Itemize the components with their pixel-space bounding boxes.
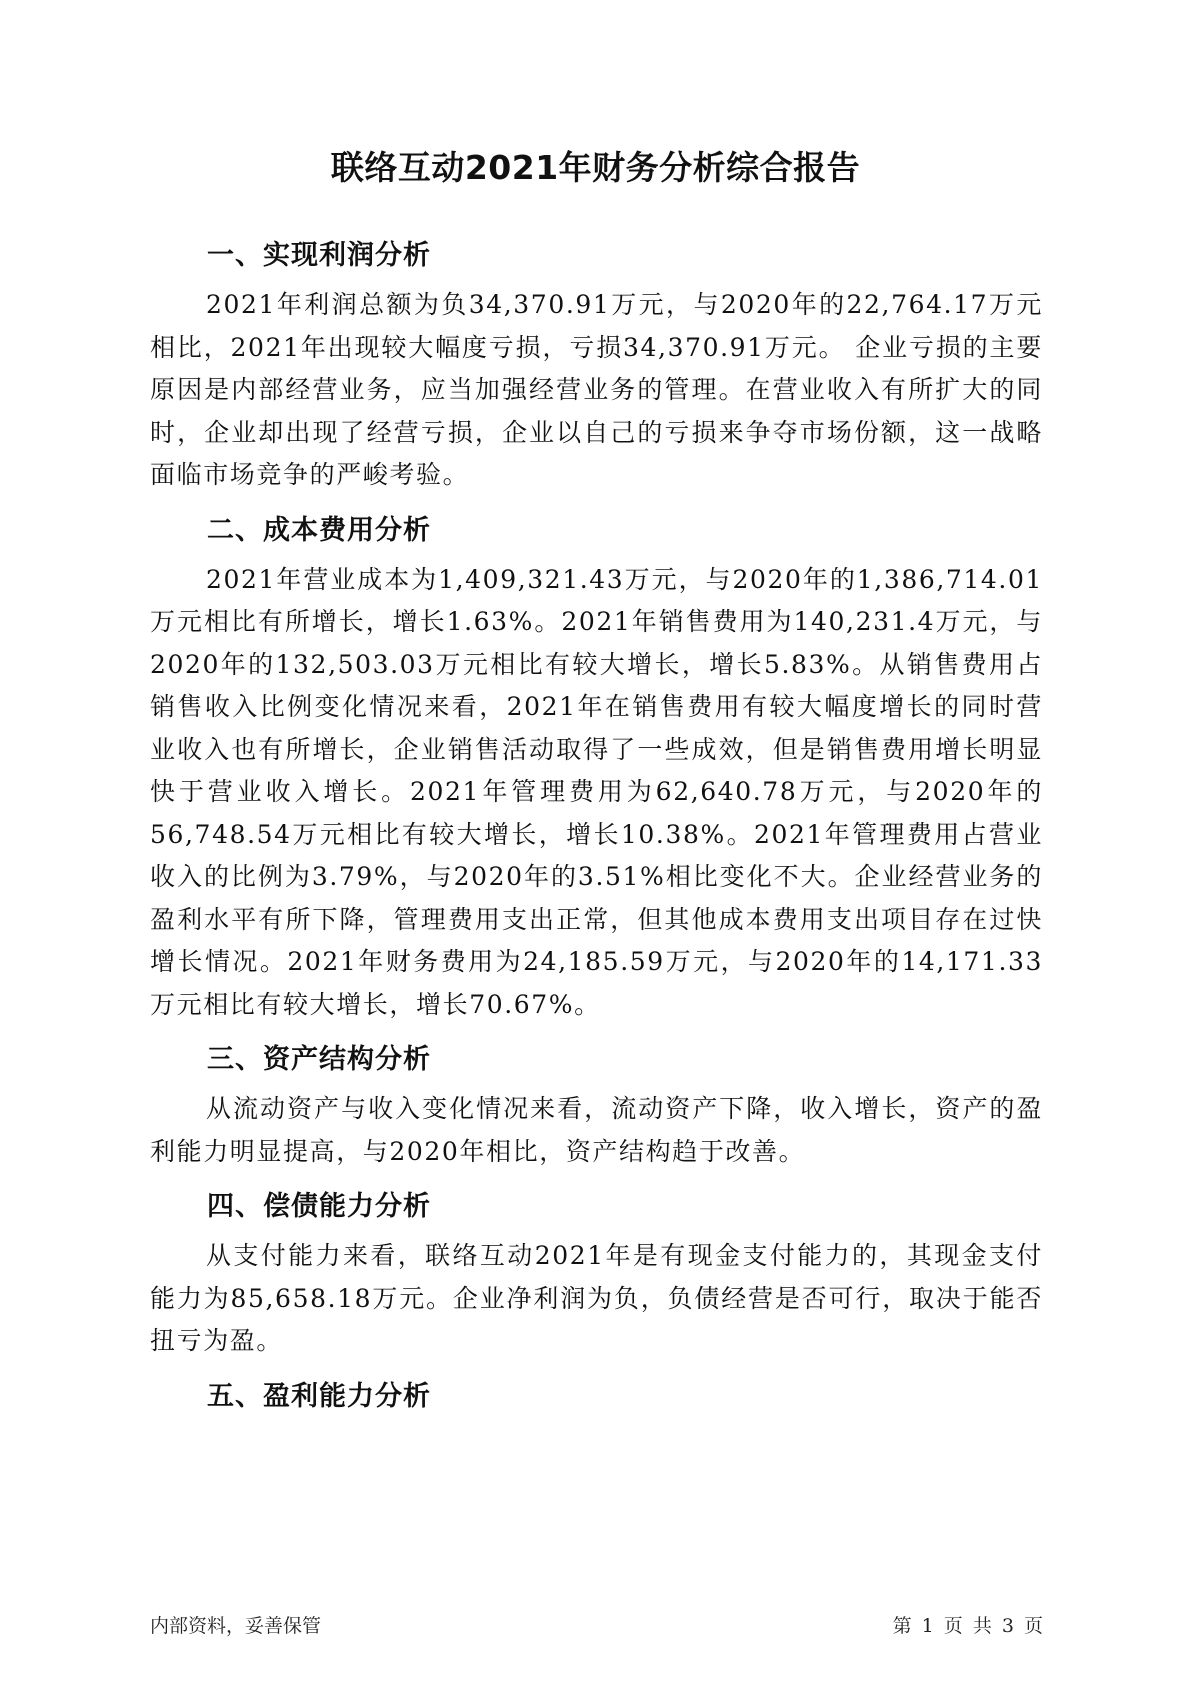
footer-page-number: 第 1 页 共 3 页	[892, 1615, 1043, 1637]
section-heading: 三、资产结构分析	[207, 1044, 431, 1075]
section-heading: 四、偿债能力分析	[207, 1191, 431, 1222]
paragraph: 2021年营业成本为1,409,321.43万元，与2020年的1,386,714.01万元相比有所增长，增长1.63%。2021年销售费用为140,231.4万元，与2020年的132,503.03万元相比有较大增长，增长5.83%。从销售费用占销售收入比例变化情况来看，2021年在销售费用有较大幅度增长的同时营业收入也有所增长，企业销售活动取得了一些成效，但是销售费用增长明显快于营业收入增长。2021年管理费用为62,640.78万元，与2020年的56,748.54万元相比有较大增长，增长10.38%。2021年管理费用占营业收入的比例为3.79%，与2020年的3.51%相比变化不大。企业经营业务的盈利水平有所下降，管理费用支出正常，但其他成本费用支出项目存在过快增长情况。2021年财务费用为24,185.59万元，与2020年的14,171.33万元相比有较大增长，增长70.67%。	[150, 564, 1043, 1019]
document-title: 联络互动2021年财务分析综合报告	[330, 148, 861, 187]
section-solvency-analysis	[150, 1179, 1043, 1363]
section-heading: 一、实现利润分析	[207, 240, 431, 271]
section-heading: 五、盈利能力分析	[207, 1380, 431, 1412]
paragraph: 2021年利润总额为负34,370.91万元，与2020年的22,764.17万元相比，2021年出现较大幅度亏损，亏损34,370.91万元。 企业亏损的主要原因是内部经营业务，应当加强经营业务的管理。在营业收入有所扩大的同时，企业却出现了经营亏损，企业以自己的亏损来争夺市场份额，这一战略面临市场竞争的严峻考验。	[150, 290, 1043, 489]
document-body	[150, 228, 1043, 1425]
section-cost-analysis	[150, 503, 1043, 1027]
section-profitability-analysis	[150, 1369, 1043, 1425]
section-asset-structure-analysis	[150, 1032, 1043, 1173]
section-heading: 二、成本费用分析	[207, 514, 431, 546]
footer-confidentiality-note: 内部资料，妥善保管	[150, 1615, 322, 1637]
section-profit-analysis	[150, 228, 1043, 497]
paragraph: 从支付能力来看，联络互动2021年是有现金支付能力的，其现金支付能力为85,658.18万元。企业净利润为负，负债经营是否可行，取决于能否扭亏为盈。	[150, 1241, 1043, 1355]
paragraph: 从流动资产与收入变化情况来看，流动资产下降，收入增长，资产的盈利能力明显提高，与2020年相比，资产结构趋于改善。	[150, 1094, 1043, 1166]
